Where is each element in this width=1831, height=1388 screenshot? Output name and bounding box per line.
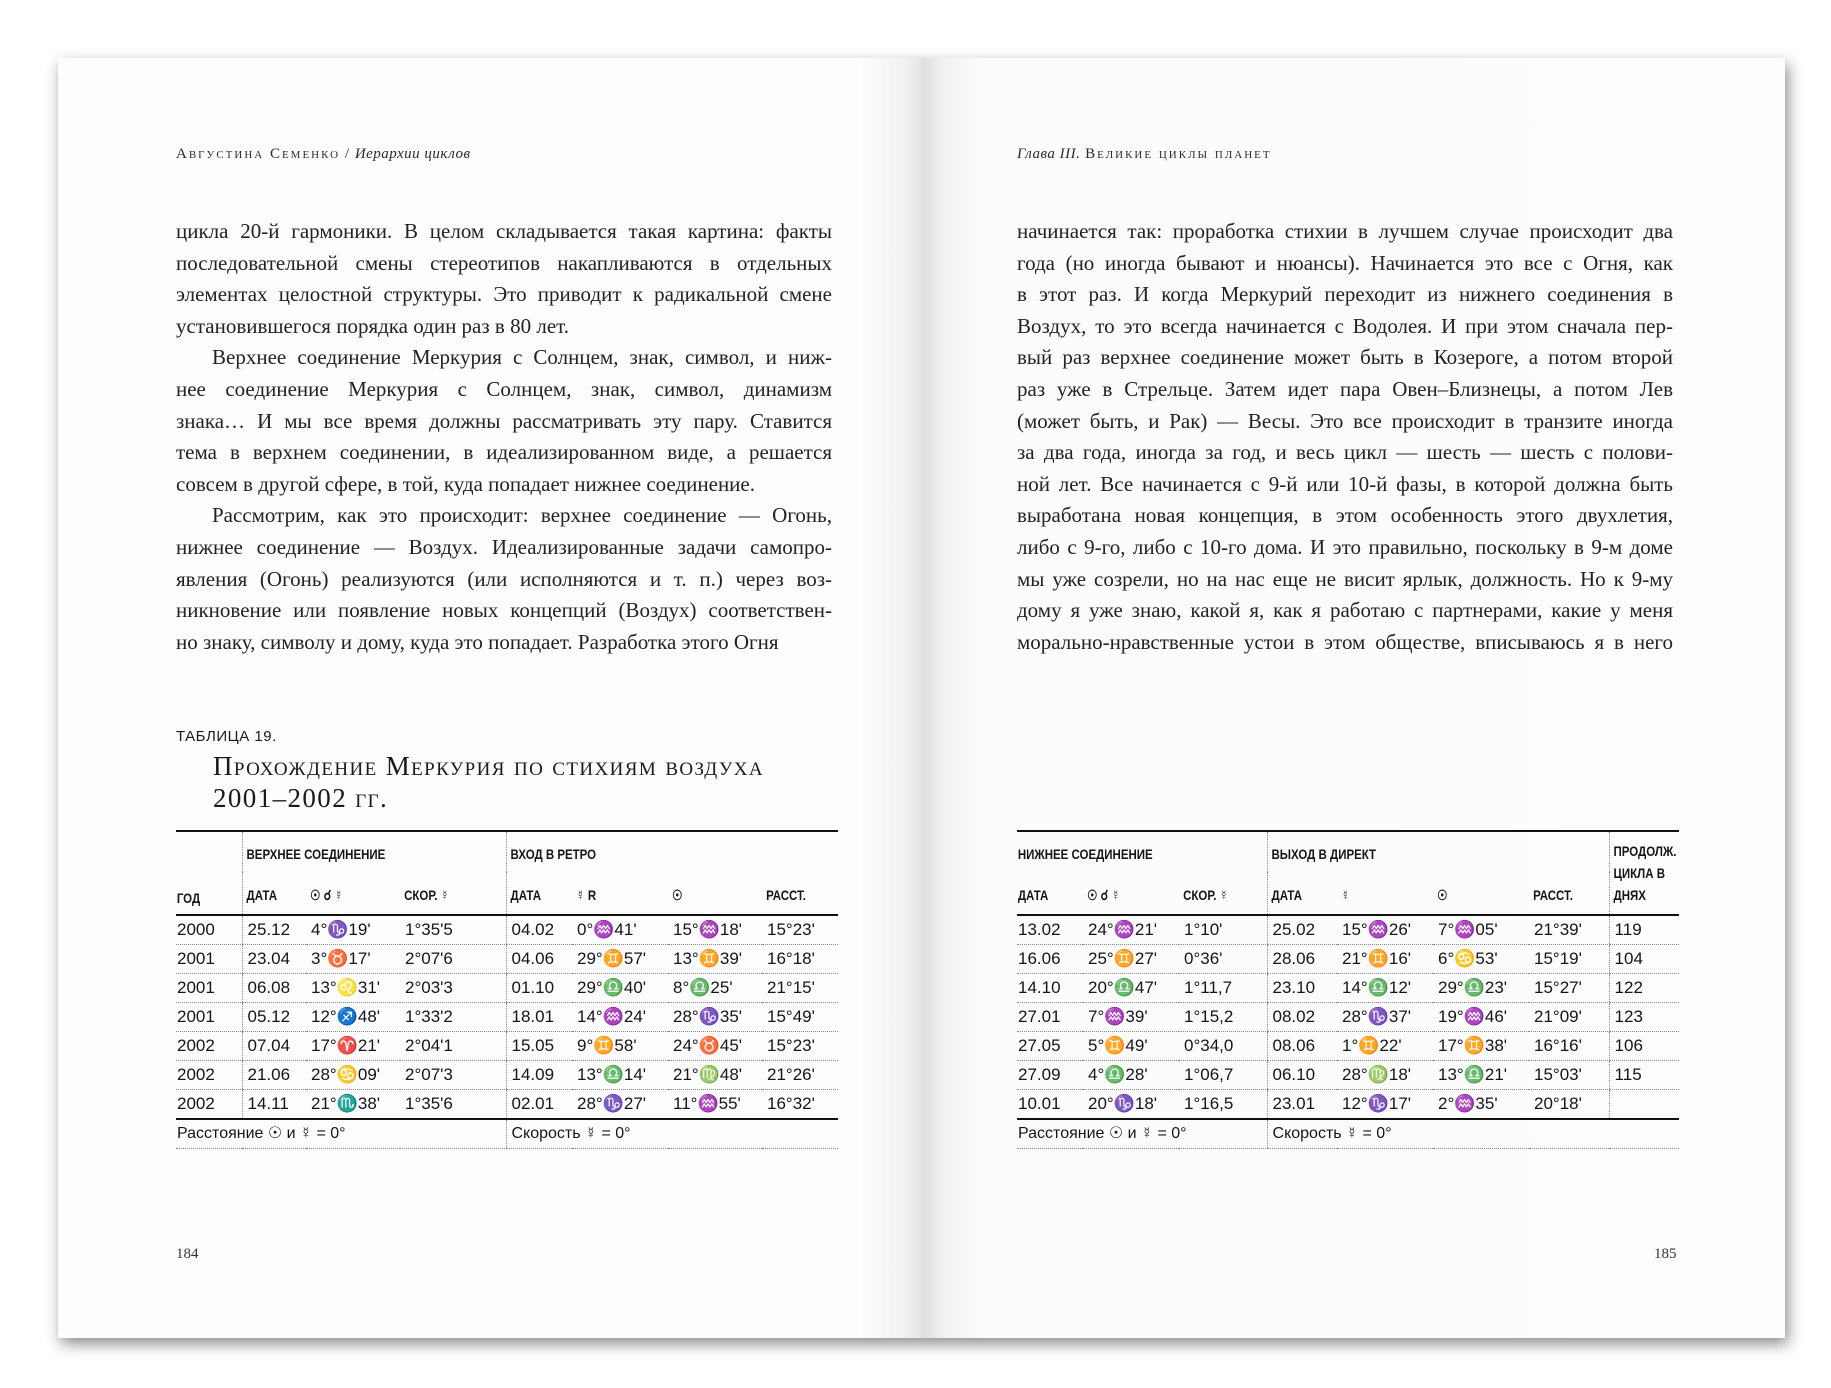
table-cell: 2002 — [176, 1032, 242, 1061]
text-line: либо с 9-го, либо с 10-го дома. И это правильно, поскольку в 9-м доме — [1017, 534, 1673, 559]
mercury-table-right — [1017, 830, 1679, 1149]
table-cell: 24°♒21' — [1083, 915, 1179, 945]
text-line: начинается так: проработка стихии в лучшем случае происходит два — [1017, 219, 1673, 243]
table-cell: 23.01 — [1267, 1090, 1337, 1120]
text-line: раз уже в Стрельце. Затем идет пара Овен–Близнецы, а потом Лев — [1017, 376, 1673, 401]
col-header-date: ДАТА — [506, 872, 560, 915]
table-cell: 8°♎25' — [668, 974, 762, 1003]
table-cell: 27.01 — [1017, 1003, 1083, 1032]
table-cell: 28°♑27' — [572, 1090, 668, 1120]
table-cell: 5°♊49' — [1083, 1032, 1179, 1061]
table-cell: 17°♈21' — [306, 1032, 400, 1061]
footer-speed-note: Скорость ☿ = 0° — [506, 1119, 838, 1149]
table-row — [176, 974, 838, 1003]
table-cell: 21°39' — [1529, 915, 1609, 945]
table-cell: 13°♎21' — [1433, 1061, 1529, 1090]
table-row — [1017, 1090, 1679, 1120]
table-cell: 25.02 — [1267, 915, 1337, 945]
text-line: выработана новая концепция, в этом особенность этого двухлетия, — [1017, 503, 1673, 528]
table-cell: 13°♌31' — [306, 974, 400, 1003]
table-row — [176, 1032, 838, 1061]
table-cell: 106 — [1609, 1032, 1679, 1061]
table-cell: 21°09' — [1529, 1003, 1609, 1032]
table-cell: 21.06 — [242, 1061, 306, 1090]
left-page — [58, 58, 922, 1338]
group-header-lower-conjunction: НИЖНЕЕ СОЕДИНЕНИЕ — [1017, 846, 1153, 862]
table-row — [1017, 1061, 1679, 1090]
paragraph — [176, 216, 832, 342]
table-cell: 10.01 — [1017, 1090, 1083, 1120]
table-cell: 25°♊27' — [1083, 945, 1179, 974]
table-cell: 12°♐48' — [306, 1003, 400, 1032]
col-header-sun-conj-mercury: ☉ ☌ ☿ — [310, 886, 344, 903]
table-cell: 2°07'6 — [400, 945, 506, 974]
table-cell: 14.09 — [506, 1061, 572, 1090]
col-header-speed: СКОР. ☿ — [1183, 887, 1229, 903]
table-row — [176, 1090, 838, 1120]
table-cell: 0°36' — [1179, 945, 1267, 974]
table-cell: 21°♍48' — [668, 1061, 762, 1090]
table-cell: 15°19' — [1529, 945, 1609, 974]
table-cell: 12°♑17' — [1337, 1090, 1433, 1120]
table-cell: 2°04'1 — [400, 1032, 506, 1061]
table-cell: 2001 — [176, 945, 242, 974]
table-cell: 21°♊16' — [1337, 945, 1433, 974]
table-cell: 1°♊22' — [1337, 1032, 1433, 1061]
text-line: совсем в другой сфере, в той, куда попадает нижнее соединение. — [176, 471, 755, 496]
table-cell: 20°♎47' — [1083, 974, 1179, 1003]
table-cell: 06.10 — [1267, 1061, 1337, 1090]
table-cell: 15°♒18' — [668, 915, 762, 945]
table-cell: 104 — [1609, 945, 1679, 974]
running-head-separator: / — [344, 146, 351, 162]
table-cell: 1°11,7 — [1179, 974, 1267, 1003]
table-cell: 29°♊57' — [572, 945, 668, 974]
table-row — [1017, 1003, 1679, 1032]
col-header-date: ДАТА — [1017, 887, 1049, 903]
col-header-year: ГОД — [176, 890, 201, 906]
table-cell: 19°♒46' — [1433, 1003, 1529, 1032]
table-cell: 21°26' — [762, 1061, 838, 1090]
text-line: ной лет. Все начинается с 9-й или 10-й фазы, в которой должна быть — [1017, 471, 1673, 496]
table-cell: 13°♎14' — [572, 1061, 668, 1090]
text-line: за два года, иногда за год, и весь цикл — шесть — шесть с полови- — [1017, 440, 1673, 465]
col-header-distance: РАССТ. — [1533, 887, 1573, 903]
col-header-speed: СКОР. ☿ — [404, 887, 450, 903]
table-cell: 4°♑19' — [306, 915, 400, 945]
table-cell: 2°♒35' — [1433, 1090, 1529, 1120]
table-cell: 2°07'3 — [400, 1061, 506, 1090]
table-row — [1017, 1032, 1679, 1061]
table-cell: 15°27' — [1529, 974, 1609, 1003]
table-cell: 06.08 — [242, 974, 306, 1003]
text-line: нижнее соединение — Воздух. Идеализированные задачи самопро- — [176, 534, 832, 559]
table-cell: 08.02 — [1267, 1003, 1337, 1032]
table-cell: 6°♋53' — [1433, 945, 1529, 974]
table-cell: 0°34,0 — [1179, 1032, 1267, 1061]
table-cell: 0°♒41' — [572, 915, 668, 945]
text-line: элементах целостной структуры. Это приводит к радикальной смене — [176, 282, 832, 307]
table-cell: 23.04 — [242, 945, 306, 974]
table-cell: 16°18' — [762, 945, 838, 974]
table-cell: 3°♉17' — [306, 945, 400, 974]
table-cell: 1°35'5 — [400, 915, 506, 945]
table-cell: 14.11 — [242, 1090, 306, 1120]
table-cell: 23.10 — [1267, 974, 1337, 1003]
table-cell: 02.01 — [506, 1090, 572, 1120]
table-cell: 2001 — [176, 1003, 242, 1032]
table-cell: 08.06 — [1267, 1032, 1337, 1061]
left-running-head — [176, 146, 470, 163]
table-cell — [1609, 1090, 1679, 1120]
col-header-sun: ☉ — [672, 886, 683, 903]
running-head-book-title: Иерархии циклов — [354, 146, 471, 162]
table-cell: 115 — [1609, 1061, 1679, 1090]
col-header-distance: РАССТ. — [766, 887, 806, 903]
text-line: года (но иногда бывают и нюансы). Начинается это все с Огня, как — [1017, 250, 1673, 275]
text-line: тема в верхнем соединении, в идеализированном виде, а решается — [176, 440, 832, 465]
right-page — [922, 58, 1785, 1338]
table-cell: 122 — [1609, 974, 1679, 1003]
table-cell: 28°♑35' — [668, 1003, 762, 1032]
table-cell: 28.06 — [1267, 945, 1337, 974]
table-cell: 05.12 — [242, 1003, 306, 1032]
table-cell: 13.02 — [1017, 915, 1083, 945]
table-cell: 17°♊38' — [1433, 1032, 1529, 1061]
table-cell: 1°33'2 — [400, 1003, 506, 1032]
table-cell: 15°23' — [762, 1032, 838, 1061]
table-cell: 9°♊58' — [572, 1032, 668, 1061]
table-cell: 24°♉45' — [668, 1032, 762, 1061]
table-row — [176, 1061, 838, 1090]
footer-speed-note: Скорость ☿ = 0° — [1267, 1119, 1679, 1149]
table-label: ТАБЛИЦА 19. — [176, 728, 277, 745]
table-cell: 11°♒55' — [668, 1090, 762, 1120]
table-cell: 15°03' — [1529, 1061, 1609, 1090]
table-cell: 2001 — [176, 974, 242, 1003]
running-head-author: Августина Семенко — [176, 146, 341, 162]
text-line: дому я уже знаю, какой я, как я работаю с партнерами, какие у меня — [1017, 598, 1673, 623]
table-cell: 2002 — [176, 1061, 242, 1090]
text-line: вый раз верхнее соединение может быть в Козероге, а потом второй — [1017, 345, 1673, 370]
col-header-sun: ☉ — [1437, 886, 1448, 903]
table-row — [1017, 945, 1679, 974]
table-cell: 21°15' — [762, 974, 838, 1003]
table-cell: 13°♊39' — [668, 945, 762, 974]
col-header-sun-conj-mercury: ☉ ☌ ☿ — [1087, 886, 1121, 903]
paragraph — [176, 342, 832, 500]
table-title: Прохождение Меркурия по стихиям воздуха 2001–2002 гг. — [213, 751, 764, 813]
table-cell: 2002 — [176, 1090, 242, 1120]
col-header-mercury: ☿ R — [576, 887, 597, 903]
text-line: мы уже созрели, но на нас еще не висит ярлык, должность. Но к 9-му — [1017, 566, 1673, 591]
table-cell: 27.09 — [1017, 1061, 1083, 1090]
table-row — [1017, 974, 1679, 1003]
group-header-direct-exit: ВЫХОД В ДИРЕКТ — [1267, 831, 1547, 872]
table-row — [1017, 915, 1679, 945]
table-cell: 1°35'6 — [400, 1090, 506, 1120]
table-cell: 27.05 — [1017, 1032, 1083, 1061]
table-row — [176, 1003, 838, 1032]
table-cell: 7°♒05' — [1433, 915, 1529, 945]
table-cell: 16°16' — [1529, 1032, 1609, 1061]
table-cell: 14°♎12' — [1337, 974, 1433, 1003]
table-cell: 20°18' — [1529, 1090, 1609, 1120]
table-cell: 29°♎40' — [572, 974, 668, 1003]
table-cell: 123 — [1609, 1003, 1679, 1032]
col-header-date: ДАТА — [242, 872, 294, 915]
text-line: Верхнее соединение Меркурия с Солнцем, знак, символ, и ниж- — [212, 345, 832, 370]
right-body-text — [1017, 216, 1673, 658]
table-cell: 15°23' — [762, 915, 838, 945]
footer-distance-note: Расстояние ☉ и ☿ = 0° — [176, 1119, 506, 1149]
table-cell: 04.02 — [506, 915, 572, 945]
book-spread — [58, 58, 1785, 1338]
mercury-table-left — [176, 830, 838, 1149]
running-head-chapter: Глава III. — [1017, 146, 1081, 162]
text-line: последовательной смены стереотипов накапливаются в отдельных — [176, 250, 832, 275]
text-line: в этот раз. И когда Меркурий переходит из нижнего соединения в — [1017, 282, 1673, 307]
text-line: морально-нравственные устои в этом обществе, вписываюсь я в него — [1017, 629, 1673, 654]
table-cell: 18.01 — [506, 1003, 572, 1032]
table-cell: 04.06 — [506, 945, 572, 974]
table-cell: 4°♎28' — [1083, 1061, 1179, 1090]
table-cell: 28°♑37' — [1337, 1003, 1433, 1032]
table-cell: 1°15,2 — [1179, 1003, 1267, 1032]
table-cell: 7°♒39' — [1083, 1003, 1179, 1032]
table-cell: 15°♒26' — [1337, 915, 1433, 945]
text-line: установившегося порядка один раз в 80 лет. — [176, 313, 569, 338]
text-line: цикла 20-й гармоники. В целом складывается такая картина: факты — [176, 219, 832, 243]
footer-distance-note: Расстояние ☉ и ☿ = 0° — [1017, 1119, 1267, 1149]
running-head-chapter-title: Великие циклы планет — [1085, 146, 1272, 162]
table-cell: 21°♏38' — [306, 1090, 400, 1120]
table-cell: 14.10 — [1017, 974, 1083, 1003]
folio-left: 184 — [176, 1246, 199, 1262]
table-cell: 119 — [1609, 915, 1679, 945]
text-line: знака… И мы все время должны рассматривать эту пару. Ставится — [176, 408, 832, 433]
table-cell: 1°06,7 — [1179, 1061, 1267, 1090]
right-running-head — [1017, 146, 1272, 163]
table-cell: 16°32' — [762, 1090, 838, 1120]
table-row — [176, 915, 838, 945]
table-cell: 28°♍18' — [1337, 1061, 1433, 1090]
table-cell: 15°49' — [762, 1003, 838, 1032]
folio-right: 185 — [1654, 1246, 1677, 1262]
table-cell: 15.05 — [506, 1032, 572, 1061]
table-cell: 07.04 — [242, 1032, 306, 1061]
paragraph — [176, 500, 832, 658]
text-line: но знаку, символу и дому, куда это попадает. Разработка этого Огня — [176, 629, 779, 654]
table-row — [176, 945, 838, 974]
text-line: Рассмотрим, как это происходит: верхнее соединение — Огонь, — [212, 503, 832, 528]
table-cell: 1°16,5 — [1179, 1090, 1267, 1120]
text-line: Воздух, то это всегда начинается с Водолея. И при этом сначала пер- — [1017, 313, 1673, 338]
table-cell: 28°♋09' — [306, 1061, 400, 1090]
table-cell: 1°10' — [1179, 915, 1267, 945]
text-line: явления (Огонь) реализуются (или исполняются и т. п.) через воз- — [176, 566, 832, 591]
table-cell: 20°♑18' — [1083, 1090, 1179, 1120]
text-line: нее соединение Меркурия с Солнцем, знак, символ, динамизм — [176, 376, 832, 401]
table-cell: 16.06 — [1017, 945, 1083, 974]
table-cell: 25.12 — [242, 915, 306, 945]
group-header-retro-entry: ВХОД В РЕТРО — [506, 831, 778, 872]
table-cell: 14°♒24' — [572, 1003, 668, 1032]
left-body-text — [176, 216, 832, 658]
text-line: никновение или появление новых концепций (Воздух) соответствен- — [176, 598, 832, 623]
table-cell: 2000 — [176, 915, 242, 945]
table-cell: 2°03'3 — [400, 974, 506, 1003]
table-cell: 29°♎23' — [1433, 974, 1529, 1003]
col-header-mercury: ☿ — [1341, 887, 1350, 903]
col-header-date: ДАТА — [1267, 872, 1324, 915]
col-header-cycle-duration: ПРОДОЛЖ. ЦИКЛА В ДНЯХ — [1609, 831, 1666, 915]
table-cell: 01.10 — [506, 974, 572, 1003]
text-line: (может быть, и Рак) — Весы. Это все происходит в транзите иногда — [1017, 408, 1673, 433]
group-header-upper-conjunction: ВЕРХНЕЕ СОЕДИНЕНИЕ — [242, 831, 458, 872]
